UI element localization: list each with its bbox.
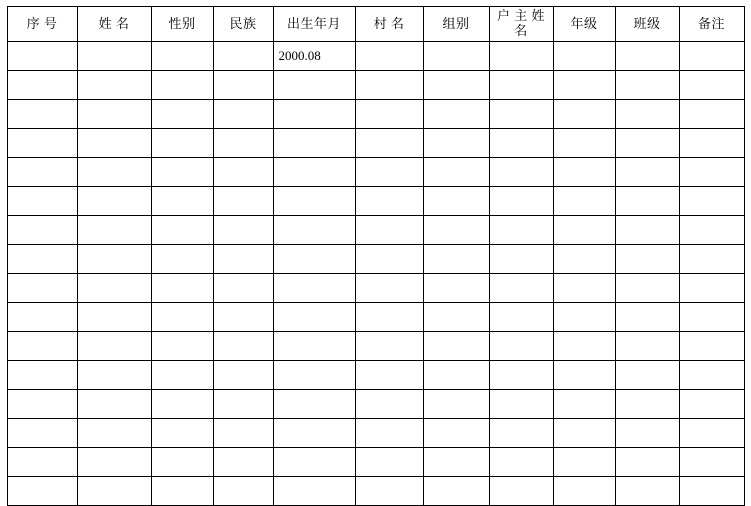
- table-cell-name[interactable]: [77, 448, 151, 477]
- table-cell-household_head[interactable]: [489, 245, 553, 274]
- table-cell-remarks[interactable]: [679, 419, 744, 448]
- column-header-group: 组别: [423, 7, 489, 42]
- table-cell-grade[interactable]: [553, 216, 615, 245]
- table-cell-group[interactable]: [423, 245, 489, 274]
- table-cell-household_head[interactable]: [489, 274, 553, 303]
- table-cell-seq[interactable]: [7, 361, 77, 390]
- table-cell-birth[interactable]: [273, 71, 355, 100]
- table-cell-class[interactable]: [615, 303, 679, 332]
- table-cell-group[interactable]: [423, 42, 489, 71]
- table-cell-remarks[interactable]: [679, 187, 744, 216]
- table-row: [7, 448, 744, 477]
- table-cell-seq[interactable]: [7, 477, 77, 506]
- table-cell-remarks[interactable]: [679, 71, 744, 100]
- table-cell-group[interactable]: [423, 100, 489, 129]
- table-cell-village[interactable]: [355, 71, 423, 100]
- table-cell-class[interactable]: [615, 477, 679, 506]
- table-cell-gender[interactable]: [151, 361, 213, 390]
- table-cell-group[interactable]: [423, 216, 489, 245]
- table-cell-seq[interactable]: [7, 158, 77, 187]
- table-cell-birth[interactable]: [273, 100, 355, 129]
- table-cell-remarks[interactable]: [679, 390, 744, 419]
- table-cell-birth[interactable]: [273, 303, 355, 332]
- table-cell-household_head[interactable]: [489, 71, 553, 100]
- table-cell-group[interactable]: [423, 158, 489, 187]
- table-cell-name[interactable]: [77, 100, 151, 129]
- table-cell-village[interactable]: [355, 419, 423, 448]
- table-cell-name[interactable]: [77, 129, 151, 158]
- table-row: [7, 216, 744, 245]
- table-cell-remarks[interactable]: [679, 274, 744, 303]
- column-header-remarks: 备注: [679, 7, 744, 42]
- table-cell-gender[interactable]: [151, 274, 213, 303]
- table-row: [7, 332, 744, 361]
- table-cell-village[interactable]: [355, 42, 423, 71]
- table-cell-birth[interactable]: [273, 448, 355, 477]
- table-cell-birth[interactable]: [273, 274, 355, 303]
- table-cell-seq[interactable]: [7, 187, 77, 216]
- table-cell-ethnicity[interactable]: [213, 274, 273, 303]
- table-row: [7, 158, 744, 187]
- table-cell-grade[interactable]: [553, 42, 615, 71]
- table-cell-village[interactable]: [355, 448, 423, 477]
- table-cell-gender[interactable]: [151, 158, 213, 187]
- table-header: [7, 7, 744, 42]
- table-cell-birth[interactable]: [273, 158, 355, 187]
- table-cell-grade[interactable]: [553, 71, 615, 100]
- table-cell-name[interactable]: [77, 71, 151, 100]
- table-cell-class[interactable]: [615, 42, 679, 71]
- table-cell-household_head[interactable]: [489, 303, 553, 332]
- column-header-ethnicity: 民族: [213, 7, 273, 42]
- table-cell-grade[interactable]: [553, 245, 615, 274]
- table-cell-class[interactable]: [615, 71, 679, 100]
- table-cell-class[interactable]: [615, 245, 679, 274]
- table-cell-household_head[interactable]: [489, 448, 553, 477]
- table-cell-ethnicity[interactable]: [213, 158, 273, 187]
- table-cell-household_head[interactable]: [489, 187, 553, 216]
- table-cell-birth[interactable]: [273, 332, 355, 361]
- table-cell-household_head[interactable]: [489, 216, 553, 245]
- table-cell-grade[interactable]: [553, 129, 615, 158]
- table-cell-seq[interactable]: [7, 129, 77, 158]
- table-cell-household_head[interactable]: [489, 390, 553, 419]
- table-cell-household_head[interactable]: [489, 100, 553, 129]
- table-cell-village[interactable]: [355, 158, 423, 187]
- table-cell-gender[interactable]: [151, 129, 213, 158]
- table-cell-seq[interactable]: [7, 448, 77, 477]
- table-cell-class[interactable]: [615, 274, 679, 303]
- table-cell-grade[interactable]: [553, 361, 615, 390]
- table-cell-gender[interactable]: [151, 42, 213, 71]
- table-cell-village[interactable]: [355, 216, 423, 245]
- table-cell-remarks[interactable]: [679, 158, 744, 187]
- table-cell-birth[interactable]: [273, 477, 355, 506]
- table-cell-seq[interactable]: [7, 216, 77, 245]
- table-cell-ethnicity[interactable]: [213, 419, 273, 448]
- table-cell-seq[interactable]: [7, 71, 77, 100]
- column-header-gender: 性别: [151, 7, 213, 42]
- table-cell-class[interactable]: [615, 361, 679, 390]
- table-cell-remarks[interactable]: [679, 245, 744, 274]
- table-cell-grade[interactable]: [553, 390, 615, 419]
- table-cell-seq[interactable]: [7, 100, 77, 129]
- table-cell-gender[interactable]: [151, 71, 213, 100]
- table-cell-group[interactable]: [423, 332, 489, 361]
- table-cell-ethnicity[interactable]: [213, 477, 273, 506]
- table-cell-class[interactable]: [615, 332, 679, 361]
- table-row: [7, 245, 744, 274]
- table-cell-gender[interactable]: [151, 477, 213, 506]
- table-cell-grade[interactable]: [553, 303, 615, 332]
- column-header-seq: 序 号: [7, 7, 77, 42]
- table-row: [7, 129, 744, 158]
- column-header-birth: 出生年月: [273, 7, 355, 42]
- table-cell-birth[interactable]: [273, 390, 355, 419]
- table-cell-grade[interactable]: [553, 477, 615, 506]
- table-cell-seq[interactable]: [7, 245, 77, 274]
- table-cell-remarks[interactable]: [679, 361, 744, 390]
- table-cell-birth[interactable]: [273, 361, 355, 390]
- table-cell-remarks[interactable]: [679, 477, 744, 506]
- table-cell-group[interactable]: [423, 303, 489, 332]
- table-cell-household_head[interactable]: [489, 419, 553, 448]
- table-cell-remarks[interactable]: [679, 216, 744, 245]
- table-cell-remarks[interactable]: [679, 100, 744, 129]
- table-cell-class[interactable]: [615, 448, 679, 477]
- table-cell-gender[interactable]: [151, 448, 213, 477]
- table-cell-seq[interactable]: [7, 42, 77, 71]
- table-cell-name[interactable]: [77, 477, 151, 506]
- table-cell-household_head[interactable]: [489, 477, 553, 506]
- table-cell-gender[interactable]: [151, 332, 213, 361]
- table-cell-group[interactable]: [423, 390, 489, 419]
- table-cell-class[interactable]: [615, 129, 679, 158]
- table-cell-name[interactable]: [77, 158, 151, 187]
- table-cell-seq[interactable]: [7, 274, 77, 303]
- table-cell-birth[interactable]: [273, 245, 355, 274]
- table-cell-remarks[interactable]: [679, 303, 744, 332]
- table-cell-class[interactable]: [615, 158, 679, 187]
- table-cell-gender[interactable]: [151, 390, 213, 419]
- table-cell-class[interactable]: [615, 216, 679, 245]
- table-cell-ethnicity[interactable]: [213, 361, 273, 390]
- table-cell-name[interactable]: [77, 303, 151, 332]
- table-cell-village[interactable]: [355, 332, 423, 361]
- column-header-household-head: 户 主 姓 名: [489, 7, 553, 42]
- table-cell-ethnicity[interactable]: [213, 100, 273, 129]
- table-cell-household_head[interactable]: [489, 361, 553, 390]
- table-cell-group[interactable]: [423, 477, 489, 506]
- table-cell-ethnicity[interactable]: [213, 187, 273, 216]
- table-cell-name[interactable]: [77, 361, 151, 390]
- column-header-village: 村 名: [355, 7, 423, 42]
- table-cell-group[interactable]: [423, 448, 489, 477]
- table-row: [7, 477, 744, 506]
- table-cell-village[interactable]: [355, 274, 423, 303]
- table-cell-class[interactable]: [615, 419, 679, 448]
- table-cell-village[interactable]: [355, 390, 423, 419]
- table-row: [7, 71, 744, 100]
- column-header-class: 班级: [615, 7, 679, 42]
- table-cell-household_head[interactable]: [489, 42, 553, 71]
- table-cell-grade[interactable]: [553, 100, 615, 129]
- table-cell-gender[interactable]: [151, 100, 213, 129]
- table-cell-remarks[interactable]: [679, 42, 744, 71]
- table-row: [7, 274, 744, 303]
- table-cell-grade[interactable]: [553, 158, 615, 187]
- table-cell-name[interactable]: [77, 419, 151, 448]
- table-cell-village[interactable]: [355, 187, 423, 216]
- table-cell-remarks[interactable]: [679, 448, 744, 477]
- table-cell-class[interactable]: [615, 390, 679, 419]
- table-cell-ethnicity[interactable]: [213, 390, 273, 419]
- table-cell-grade[interactable]: [553, 448, 615, 477]
- table-cell-birth[interactable]: [273, 129, 355, 158]
- table-body: [7, 42, 744, 506]
- table-cell-grade[interactable]: [553, 332, 615, 361]
- table-cell-grade[interactable]: [553, 187, 615, 216]
- table-cell-village[interactable]: [355, 100, 423, 129]
- table-cell-group[interactable]: [423, 129, 489, 158]
- table-cell-gender[interactable]: [151, 419, 213, 448]
- table-row: [7, 187, 744, 216]
- table-row: [7, 419, 744, 448]
- header-row: [7, 7, 744, 42]
- table-cell-gender[interactable]: [151, 303, 213, 332]
- table-cell-household_head[interactable]: [489, 158, 553, 187]
- column-header-grade: 年级: [553, 7, 615, 42]
- table-cell-village[interactable]: [355, 361, 423, 390]
- table-cell-name[interactable]: [77, 187, 151, 216]
- table-cell-gender[interactable]: [151, 245, 213, 274]
- table-cell-ethnicity[interactable]: [213, 303, 273, 332]
- table-cell-group[interactable]: [423, 274, 489, 303]
- table-cell-class[interactable]: [615, 187, 679, 216]
- table-cell-ethnicity[interactable]: [213, 42, 273, 71]
- table-cell-household_head[interactable]: [489, 129, 553, 158]
- table-cell-gender[interactable]: [151, 187, 213, 216]
- table-row: [7, 361, 744, 390]
- column-header-name: 姓 名: [77, 7, 151, 42]
- table-cell-group[interactable]: [423, 187, 489, 216]
- table-cell-ethnicity[interactable]: [213, 71, 273, 100]
- table-cell-name[interactable]: [77, 390, 151, 419]
- table-cell-birth[interactable]: [273, 187, 355, 216]
- cell-value: 2000.08: [278, 48, 321, 63]
- table-cell-name[interactable]: [77, 42, 151, 71]
- table-cell-group[interactable]: [423, 419, 489, 448]
- table-cell-village[interactable]: [355, 129, 423, 158]
- table-row: [7, 303, 744, 332]
- table-cell-ethnicity[interactable]: [213, 245, 273, 274]
- table-row: [7, 390, 744, 419]
- table-cell-class[interactable]: [615, 100, 679, 129]
- student-roster-table: [7, 6, 745, 506]
- table-cell-seq[interactable]: [7, 303, 77, 332]
- table-cell-group[interactable]: [423, 361, 489, 390]
- table-cell-birth[interactable]: [273, 216, 355, 245]
- table-cell-name[interactable]: [77, 245, 151, 274]
- table-cell-household_head[interactable]: [489, 332, 553, 361]
- table-cell-group[interactable]: [423, 71, 489, 100]
- table-cell-grade[interactable]: [553, 274, 615, 303]
- table-cell-ethnicity[interactable]: [213, 332, 273, 361]
- table-cell-ethnicity[interactable]: [213, 129, 273, 158]
- table-cell-ethnicity[interactable]: [213, 448, 273, 477]
- table-cell-village[interactable]: [355, 245, 423, 274]
- table-cell-birth[interactable]: [273, 42, 355, 71]
- table-cell-seq[interactable]: [7, 332, 77, 361]
- table-cell-seq[interactable]: [7, 390, 77, 419]
- table-cell-remarks[interactable]: [679, 129, 744, 158]
- table-cell-birth[interactable]: [273, 419, 355, 448]
- table-row: [7, 100, 744, 129]
- table-cell-gender[interactable]: [151, 216, 213, 245]
- table-cell-village[interactable]: [355, 303, 423, 332]
- table-cell-ethnicity[interactable]: [213, 216, 273, 245]
- table-cell-remarks[interactable]: [679, 332, 744, 361]
- table-cell-name[interactable]: [77, 274, 151, 303]
- table-cell-grade[interactable]: [553, 419, 615, 448]
- table-row: [7, 42, 744, 71]
- table-cell-name[interactable]: [77, 216, 151, 245]
- table-cell-name[interactable]: [77, 332, 151, 361]
- table-cell-village[interactable]: [355, 477, 423, 506]
- table-cell-seq[interactable]: [7, 419, 77, 448]
